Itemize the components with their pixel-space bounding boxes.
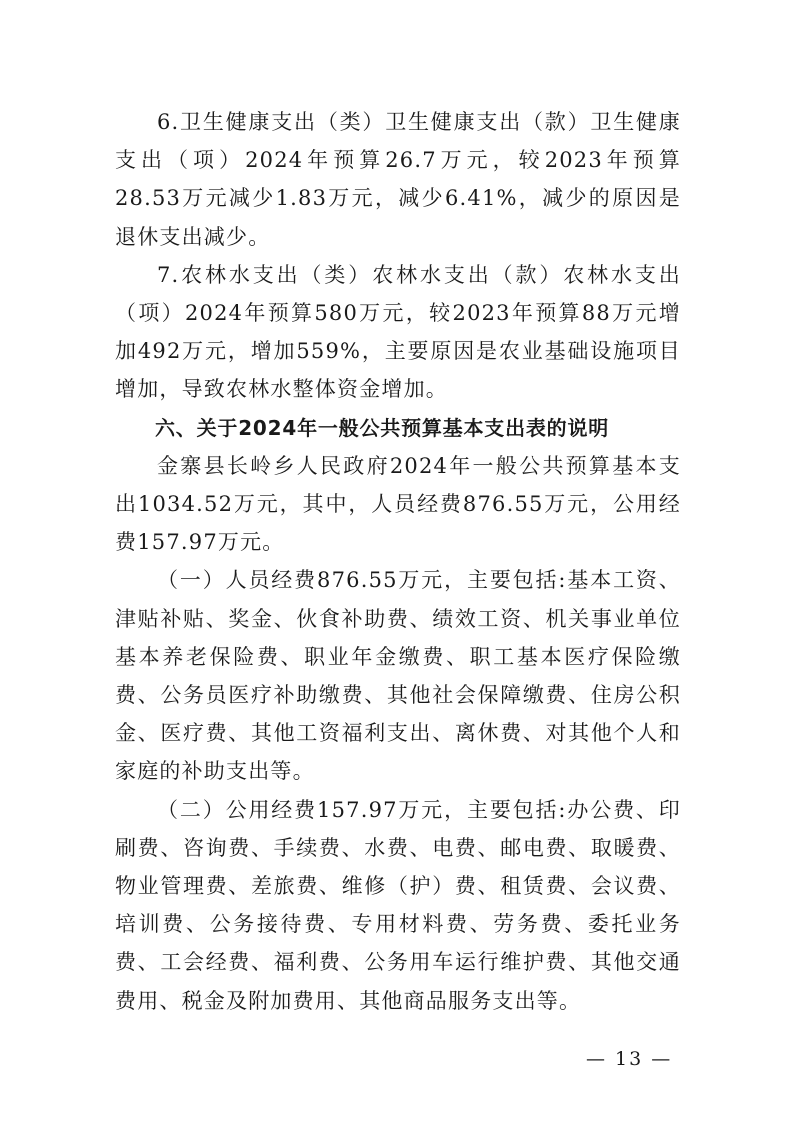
paragraph-personnel-expenses: （一）人员经费876.55万元，主要包括:基本工资、津贴补贴、奖金、伙食补助费、绩效工资、机关事业单位基本养老保险费、职业年金缴费、职工基本医疗保险缴费、公务员医疗补助缴费、其他社会保障缴费、住房公积金、医疗费、其他工资福利支出、离休费、对其他个人和家庭的补助支出等。 [115, 568, 681, 784]
paragraph-basic-expenditure-summary: 金寨县长岭乡人民政府2024年一般公共预算基本支出1034.52万元，其中，人员经费876.55万元，公用经费157.97万元。 [115, 453, 681, 555]
paragraph-agriculture-expenditure: 7.农林水支出（类）农林水支出（款）农林水支出（项）2024年预算580万元，较2023年预算88万元增加492万元，增加559%，主要原因是农业基础设施项目增加，导致农林水整体资金增加。 [115, 262, 681, 402]
document-body [115, 103, 681, 1020]
section-heading: 六、关于2024年一般公共预算基本支出表的说明 [155, 415, 610, 440]
paragraph-public-expenses: （二）公用经费157.97万元，主要包括:办公费、印刷费、咨询费、手续费、水费、电费、邮电费、取暖费、物业管理费、差旅费、维修（护）费、租赁费、会议费、培训费、公务接待费、专用材料费、劳务费、委托业务费、工会经费、福利费、公务用车运行维护费、其他交通费用、税金及附加费用、其他商品服务支出等。 [115, 797, 681, 1013]
page-number: — 13 — [586, 1048, 673, 1070]
paragraph-health-expenditure: 6.卫生健康支出（类）卫生健康支出（款）卫生健康支出（项）2024年预算26.7万元，较2023年预算28.53万元减少1.83万元，减少6.41%，减少的原因是退休支出减少。 [115, 110, 681, 249]
